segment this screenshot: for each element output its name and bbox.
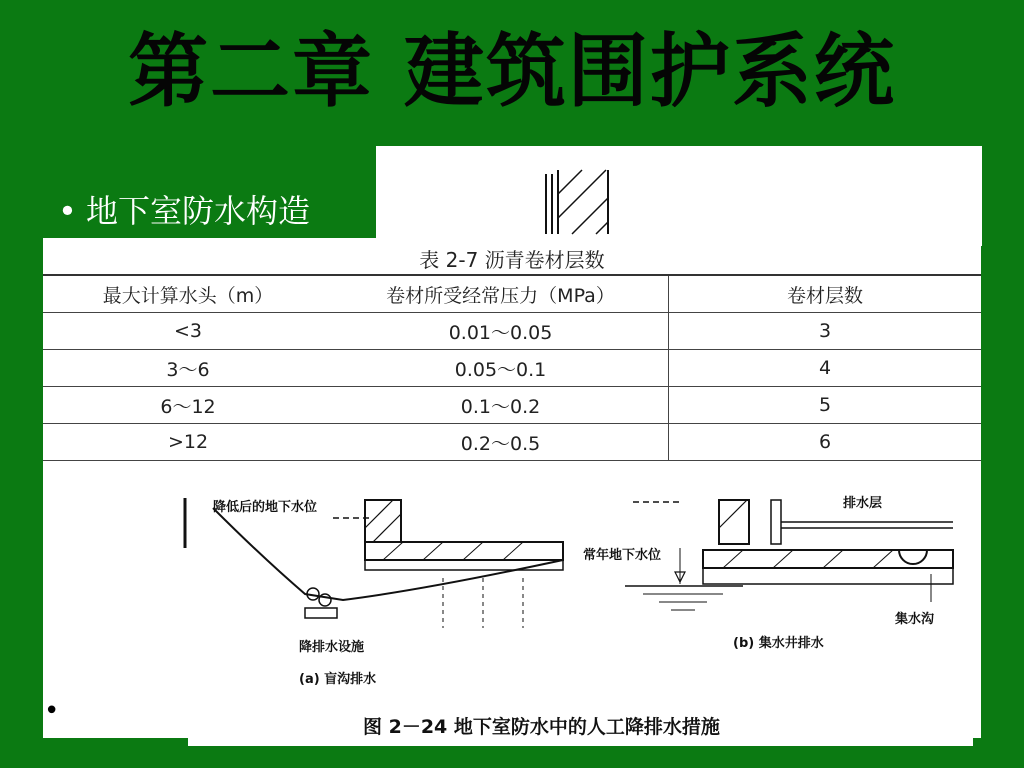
label-sub-b: (b) 集水井排水 — [733, 636, 824, 651]
figure-caption: 图 2－24 地下室防水中的人工降排水措施 — [363, 716, 720, 738]
bullet-item-2 — [44, 696, 59, 726]
bullet-text: 地下室防水构造 — [86, 192, 311, 230]
table-row — [43, 350, 981, 387]
table-cell: 0.2～0.5 — [333, 424, 669, 461]
label-sub-a: (a) 盲沟排水 — [299, 672, 377, 687]
table-cell: >12 — [43, 424, 333, 461]
table-image — [43, 238, 981, 468]
drainage-figure-image — [43, 468, 981, 738]
header-cell: 最大计算水头（m） — [43, 275, 333, 313]
bullet-item-1 — [58, 186, 310, 232]
drainage-drawing — [43, 468, 981, 738]
wall-section-image — [376, 146, 982, 246]
bullet-symbol: • — [44, 696, 60, 726]
table-cell: 5 — [669, 387, 982, 424]
table-header-row — [43, 275, 981, 313]
table-cell: 3～6 — [43, 350, 333, 387]
header-cell: 卷材层数 — [669, 275, 982, 313]
label-drainage-facility: 降排水设施 — [299, 640, 365, 655]
slide-title: 第二章 建筑围护系统 — [128, 25, 896, 118]
table-cell: 0.05～0.1 — [333, 350, 669, 387]
table-cell: 0.1～0.2 — [333, 387, 669, 424]
wall-hatch-drawing — [376, 146, 982, 246]
table-cell: 4 — [669, 350, 982, 387]
figure-lower-strip — [188, 738, 973, 746]
table-cell: 6～12 — [43, 387, 333, 424]
label-lowered-water-level: 降低后的地下水位 — [213, 500, 318, 515]
table-row — [43, 313, 981, 350]
asphalt-layers-table — [43, 274, 981, 461]
table-row — [43, 424, 981, 461]
label-drainage-layer: 排水层 — [843, 496, 883, 511]
table-cell: 3 — [669, 313, 982, 350]
bullet-symbol: • — [58, 192, 77, 230]
table-cell: 0.01～0.05 — [333, 313, 669, 350]
label-normal-water-level: 常年地下水位 — [583, 548, 662, 563]
table-cell: 6 — [669, 424, 982, 461]
label-sump-ditch: 集水沟 — [895, 612, 935, 627]
table-cell: <3 — [43, 313, 333, 350]
table-row — [43, 387, 981, 424]
header-cell: 卷材所受经常压力（MPa） — [333, 275, 669, 313]
table-caption: 表 2-7 沥青卷材层数 — [419, 248, 605, 272]
